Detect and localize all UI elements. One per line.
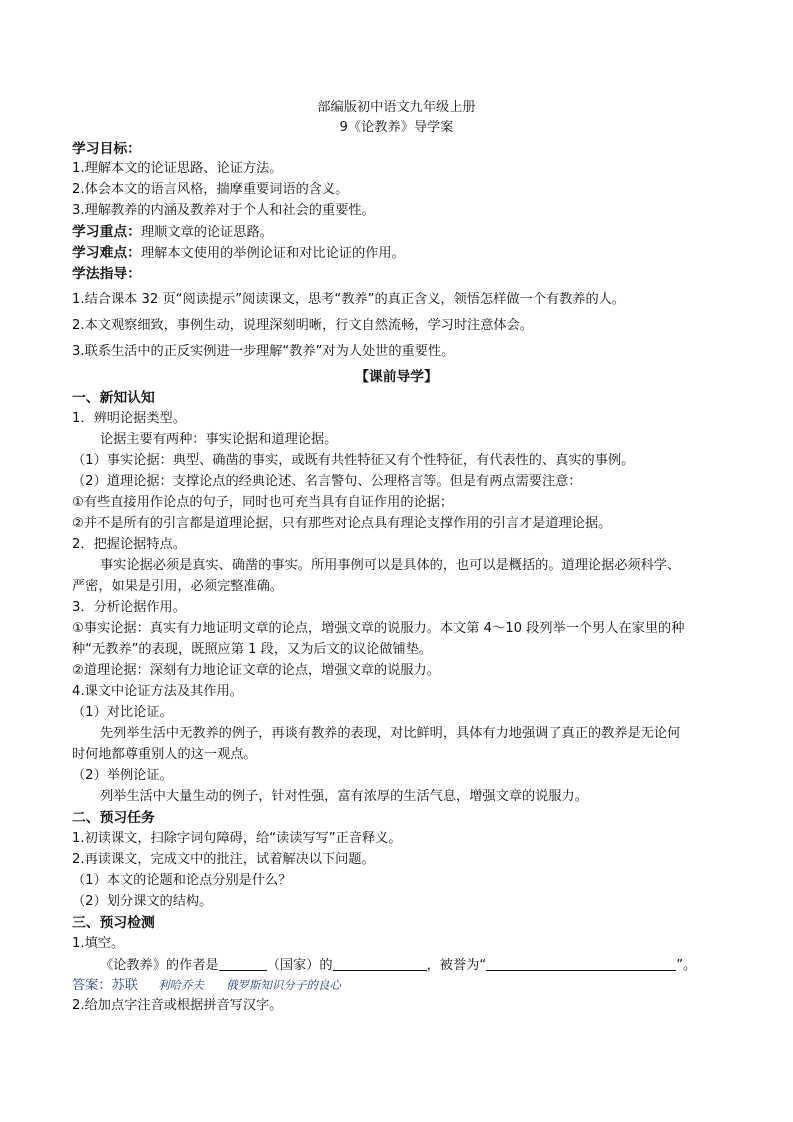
part1-line: 先列举生活中无教养的例子，再谈有教养的表现，对比鲜明，具体有力地强调了真正的教养是无论何	[100, 726, 681, 741]
fill-seg-2: （国家）的	[266, 958, 333, 973]
part1-line: 时何地都尊重别人的这一观点。	[72, 747, 257, 762]
part1-line: ②道理论据：深刻有力地论证文章的论点，增强文章的说服力。	[72, 663, 440, 678]
key-point-text: 理顺文章的论证思路。	[140, 225, 273, 240]
difficulty-line	[72, 244, 405, 263]
fill-in-line	[100, 956, 696, 975]
method-item-3: 3.联系生活中的正反实例进一步理解“教养”对为人处世的重要性。	[72, 344, 455, 359]
part2-line: 1.初读课文，扫除字词句障碍，给“读读写写”正音释义。	[72, 831, 402, 846]
part1-line: 种“无教养”的表现，既照应第 1 段，又为后文的议论做铺垫。	[72, 642, 433, 657]
part2-line: （1）本文的论题和论点分别是什么？	[72, 873, 292, 888]
difficulty-text: 理解本文使用的举例论证和对比论证的作用。	[140, 246, 405, 261]
fill-seg-1: 《论教养》的作者是	[100, 958, 219, 973]
part1-line: （2）道理论据：支撑论点的经典论述、名言警句、公理格言等。但是有两点需要注意：	[72, 474, 582, 489]
key-point-line	[72, 223, 273, 242]
part1-line: 4.课文中论证方法及其作用。	[72, 684, 243, 699]
part1-line: （2）举例论证。	[72, 768, 173, 783]
fill-seg-3: ，被誉为“	[426, 958, 487, 973]
part2-line: （2）划分课文的结构。	[72, 894, 213, 909]
part1-line: （1）事实论据：典型、确凿的事实，或既有共性特征又有个性特征，有代表性的、真实的事例。	[72, 453, 635, 468]
part1-line: 严密，如果是引用，必须完整准确。	[72, 579, 283, 594]
objective-item-2: 2.体会本文的语言风格，揣摩重要词语的含义。	[72, 182, 349, 197]
blank-author[interactable]	[333, 956, 427, 971]
part1-line: 事实论据必须是真实、确凿的事实。所用事例可以是具体的，也可以是概括的。道理论据必须科学、	[100, 558, 681, 573]
answer-line	[72, 976, 341, 995]
section-title: 【课前导学】	[355, 369, 438, 385]
part1-line: ②并不是所有的引言都是道理论据，只有那些对论点具有理论支撑作用的引言才是道理论据。	[72, 516, 612, 531]
objective-item-3: 3.理解教养的内涵及教养对于个人和社会的重要性。	[72, 203, 375, 218]
method-item-2: 2.本文观察细致，事例生动，说理深刻明晰，行文自然流畅，学习时注意体会。	[72, 318, 533, 333]
difficulty-label: 学习难点：	[72, 245, 141, 261]
answer-title: 俄罗斯知识分子的良心	[225, 978, 341, 992]
answer-author: 利哈乔夫	[157, 978, 204, 992]
part1-line: （1）对比论证。	[72, 705, 173, 720]
part1-line: 1．辨明论据类型。	[72, 411, 186, 426]
part2-line: 2.再读课文，完成文中的批注，试着解决以下问题。	[72, 852, 375, 867]
doc-subtitle: 9《论教养》导学案	[339, 120, 454, 135]
blank-country[interactable]	[219, 956, 267, 971]
part1-line: ①有些直接用作论点的句子，同时也可充当具有自证作用的论据；	[72, 495, 454, 510]
blank-title[interactable]	[486, 956, 676, 971]
objective-item-1: 1.理解本文的论证思路、论证方法。	[72, 161, 283, 176]
q1-label: 1.填空。	[72, 936, 125, 951]
part2-heading: 二、预习任务	[72, 810, 155, 826]
method-item-1: 1.结合课本 32 页“阅读提示”阅读课文，思考“教养”的真正含义，领悟怎样做一个有教养的人。	[72, 292, 626, 307]
objectives-label: 学习目标：	[72, 141, 141, 157]
doc-title: 部编版初中语文九年级上册	[317, 100, 476, 115]
part3-heading: 三、预习检测	[72, 915, 155, 931]
part1-line: 2．把握论据特点。	[72, 537, 186, 552]
part1-line: ①事实论据：真实有力地证明文章的论点，增强文章的说服力。本文第 4～10 段列举一个男人在家里的种	[72, 621, 685, 636]
part1-line: 论据主要有两种：事实论据和道理论据。	[100, 432, 338, 447]
answer-label: 答案：苏联	[72, 978, 138, 993]
part1-heading: 一、新知认知	[72, 390, 155, 406]
part1-line: 列举生活中大量生动的例子，针对性强，富有浓厚的生活气息，增强文章的说服力。	[100, 789, 588, 804]
q2-label: 2.给加点字注音或根据拼音写汉字。	[72, 998, 283, 1013]
part1-line: 3．分析论据作用。	[72, 600, 186, 615]
method-label: 学法指导：	[72, 266, 141, 282]
key-point-label: 学习重点：	[72, 224, 141, 240]
fill-seg-4: ”。	[676, 958, 697, 973]
